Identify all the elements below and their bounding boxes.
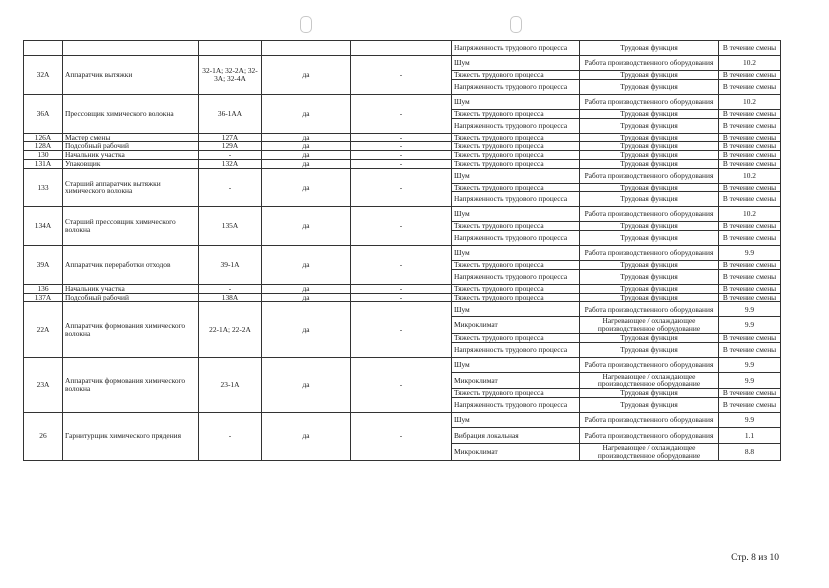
hazard-factor: Тяжесть трудового процесса bbox=[452, 183, 580, 192]
exposure-level: 9.9 bbox=[719, 413, 781, 428]
hazard-factor: Тяжесть трудового процесса bbox=[452, 284, 580, 293]
applicable-flag: да bbox=[262, 133, 351, 142]
hazard-source: Трудовая функция bbox=[580, 293, 719, 302]
empty-marker bbox=[351, 41, 452, 56]
applicable-flag: да bbox=[262, 284, 351, 293]
applicable-flag: да bbox=[262, 151, 351, 160]
exposure-level: В течение смены bbox=[719, 142, 781, 151]
exposure-level: В течение смены bbox=[719, 261, 781, 270]
exposure-level: В течение смены bbox=[719, 293, 781, 302]
hazard-factor: Шум bbox=[452, 246, 580, 261]
hazard-factor: Микроклимат bbox=[452, 372, 580, 389]
exposure-level: В течение смены bbox=[719, 151, 781, 160]
profession-name: Подсобный рабочий bbox=[63, 293, 199, 302]
table-row bbox=[24, 357, 781, 372]
hazard-factor: Шум bbox=[452, 94, 580, 109]
empty-marker: - bbox=[351, 293, 452, 302]
exposure-level: 9.9 bbox=[719, 302, 781, 317]
hazard-factor: Тяжесть трудового процесса bbox=[452, 333, 580, 342]
hazard-source: Работа производственного оборудования bbox=[580, 207, 719, 222]
empty-marker: - bbox=[351, 142, 452, 151]
hazard-table bbox=[23, 40, 781, 461]
profession-name: Начальник участка bbox=[63, 151, 199, 160]
exposure-level: В течение смены bbox=[719, 118, 781, 133]
exposure-level: В течение смены bbox=[719, 192, 781, 207]
workplace-code: 32А bbox=[24, 56, 63, 95]
applicable-flag: да bbox=[262, 293, 351, 302]
empty-marker: - bbox=[351, 168, 452, 207]
exposure-level: 10.2 bbox=[719, 168, 781, 183]
table-row bbox=[24, 413, 781, 428]
profession-name: Старший прессовщик химического волокна bbox=[63, 207, 199, 246]
hazard-factor: Микроклимат bbox=[452, 444, 580, 461]
analog-codes: - bbox=[199, 151, 262, 160]
exposure-level: В течение смены bbox=[719, 333, 781, 342]
applicable-flag: да bbox=[262, 207, 351, 246]
hazard-factor: Тяжесть трудового процесса bbox=[452, 261, 580, 270]
applicable-flag: да bbox=[262, 168, 351, 207]
hazard-source: Трудовая функция bbox=[580, 151, 719, 160]
hazard-source: Трудовая функция bbox=[580, 71, 719, 80]
workplace-code: 126А bbox=[24, 133, 63, 142]
table-row bbox=[24, 284, 781, 293]
applicable-flag: да bbox=[262, 159, 351, 168]
hazard-source: Работа производственного оборудования bbox=[580, 168, 719, 183]
exposure-level: 1.1 bbox=[719, 428, 781, 444]
exposure-level: В течение смены bbox=[719, 159, 781, 168]
workplace-code: 36А bbox=[24, 94, 63, 133]
exposure-level: В течение смены bbox=[719, 41, 781, 56]
hazard-source: Трудовая функция bbox=[580, 342, 719, 357]
analog-codes: 127А bbox=[199, 133, 262, 142]
profession-name bbox=[63, 41, 199, 56]
analog-codes bbox=[199, 41, 262, 56]
hazard-factor: Напряженность трудового процесса bbox=[452, 342, 580, 357]
hazard-factor: Напряженность трудового процесса bbox=[452, 398, 580, 413]
empty-marker: - bbox=[351, 302, 452, 357]
hazard-factor: Напряженность трудового процесса bbox=[452, 192, 580, 207]
analog-codes: - bbox=[199, 413, 262, 461]
hazard-source: Работа производственного оборудования bbox=[580, 413, 719, 428]
profession-name: Подсобный рабочий bbox=[63, 142, 199, 151]
hazard-source: Работа производственного оборудования bbox=[580, 302, 719, 317]
empty-marker: - bbox=[351, 207, 452, 246]
applicable-flag: да bbox=[262, 302, 351, 357]
hazard-factor: Напряженность трудового процесса bbox=[452, 231, 580, 246]
workplace-code: 133 bbox=[24, 168, 63, 207]
hazard-source: Трудовая функция bbox=[580, 109, 719, 118]
workplace-code bbox=[24, 41, 63, 56]
exposure-level: В течение смены bbox=[719, 133, 781, 142]
exposure-level: В течение смены bbox=[719, 222, 781, 231]
exposure-level: В течение смены bbox=[719, 231, 781, 246]
analog-codes: 135А bbox=[199, 207, 262, 246]
exposure-level: 9.9 bbox=[719, 246, 781, 261]
exposure-level: В течение смены bbox=[719, 79, 781, 94]
analog-codes: 23-1А bbox=[199, 357, 262, 412]
exposure-level: В течение смены bbox=[719, 269, 781, 284]
analog-codes: - bbox=[199, 284, 262, 293]
table-row bbox=[24, 151, 781, 160]
exposure-level: 9.9 bbox=[719, 372, 781, 389]
page-number: Стр. 8 из 10 bbox=[731, 553, 779, 563]
hazard-factor: Тяжесть трудового процесса bbox=[452, 151, 580, 160]
applicable-flag: да bbox=[262, 94, 351, 133]
hazard-factor: Напряженность трудового процесса bbox=[452, 269, 580, 284]
applicable-flag: да bbox=[262, 142, 351, 151]
workplace-code: 136 bbox=[24, 284, 63, 293]
punch-hole-right bbox=[510, 16, 522, 33]
hazard-source: Трудовая функция bbox=[580, 222, 719, 231]
exposure-level: 9.9 bbox=[719, 317, 781, 334]
analog-codes: - bbox=[199, 168, 262, 207]
analog-codes: 129А bbox=[199, 142, 262, 151]
empty-marker: - bbox=[351, 357, 452, 412]
profession-name: Старший аппаратчик вытяжки химического волокна bbox=[63, 168, 199, 207]
hazard-source: Трудовая функция bbox=[580, 231, 719, 246]
hazard-source: Работа производственного оборудования bbox=[580, 56, 719, 71]
hazard-source: Трудовая функция bbox=[580, 269, 719, 284]
table-row bbox=[24, 56, 781, 71]
exposure-level: В течение смены bbox=[719, 398, 781, 413]
hazard-source: Нагревающее / охлаждающее производственное оборудование bbox=[580, 444, 719, 461]
applicable-flag: да bbox=[262, 413, 351, 461]
table-row bbox=[24, 168, 781, 183]
analog-codes: 36-1АА bbox=[199, 94, 262, 133]
workplace-code: 39А bbox=[24, 246, 63, 285]
hazard-factor: Шум bbox=[452, 168, 580, 183]
punch-hole-left bbox=[300, 16, 312, 33]
hazard-factor: Шум bbox=[452, 357, 580, 372]
workplace-code: 22А bbox=[24, 302, 63, 357]
hazard-factor: Тяжесть трудового процесса bbox=[452, 142, 580, 151]
hazard-factor: Тяжесть трудового процесса bbox=[452, 293, 580, 302]
empty-marker: - bbox=[351, 284, 452, 293]
workplace-code: 130 bbox=[24, 151, 63, 160]
profession-name: Начальник участка bbox=[63, 284, 199, 293]
hazard-factor: Микроклимат bbox=[452, 317, 580, 334]
hazard-factor: Шум bbox=[452, 413, 580, 428]
table-row bbox=[24, 246, 781, 261]
exposure-level: 10.2 bbox=[719, 94, 781, 109]
hazard-factor: Напряженность трудового процесса bbox=[452, 118, 580, 133]
applicable-flag bbox=[262, 41, 351, 56]
hazard-factor: Напряженность трудового процесса bbox=[452, 41, 580, 56]
hazard-factor: Тяжесть трудового процесса bbox=[452, 389, 580, 398]
workplace-code: 128А bbox=[24, 142, 63, 151]
hazard-source: Нагревающее / охлаждающее производственное оборудование bbox=[580, 317, 719, 334]
profession-name: Аппаратчик формования химического волокна bbox=[63, 302, 199, 357]
exposure-level: 8.8 bbox=[719, 444, 781, 461]
hazard-factor: Шум bbox=[452, 302, 580, 317]
profession-name: Аппаратчик формования химического волокна bbox=[63, 357, 199, 412]
hazard-source: Трудовая функция bbox=[580, 261, 719, 270]
workplace-code: 134А bbox=[24, 207, 63, 246]
table-row bbox=[24, 133, 781, 142]
analog-codes: 39-1А bbox=[199, 246, 262, 285]
table-row bbox=[24, 94, 781, 109]
hazard-factor: Тяжесть трудового процесса bbox=[452, 71, 580, 80]
exposure-level: В течение смены bbox=[719, 71, 781, 80]
hazard-source: Работа производственного оборудования bbox=[580, 94, 719, 109]
analog-codes: 132А bbox=[199, 159, 262, 168]
hazard-factor: Вибрация локальная bbox=[452, 428, 580, 444]
applicable-flag: да bbox=[262, 357, 351, 412]
hazard-source: Работа производственного оборудования bbox=[580, 246, 719, 261]
table-row bbox=[24, 41, 781, 56]
workplace-code: 131А bbox=[24, 159, 63, 168]
exposure-level: В течение смены bbox=[719, 109, 781, 118]
table-row bbox=[24, 293, 781, 302]
hazard-source: Трудовая функция bbox=[580, 192, 719, 207]
exposure-level: В течение смены bbox=[719, 183, 781, 192]
hazard-source: Работа производственного оборудования bbox=[580, 357, 719, 372]
applicable-flag: да bbox=[262, 246, 351, 285]
workplace-code: 23А bbox=[24, 357, 63, 412]
hazard-source: Трудовая функция bbox=[580, 41, 719, 56]
workplace-code: 137А bbox=[24, 293, 63, 302]
analog-codes: 32-1А; 32-2А; 32-3А; 32-4А bbox=[199, 56, 262, 95]
table-row bbox=[24, 207, 781, 222]
profession-name: Упаковщик bbox=[63, 159, 199, 168]
hazard-factor: Шум bbox=[452, 207, 580, 222]
exposure-level: 10.2 bbox=[719, 207, 781, 222]
hazard-source: Трудовая функция bbox=[580, 118, 719, 133]
applicable-flag: да bbox=[262, 56, 351, 95]
empty-marker: - bbox=[351, 159, 452, 168]
profession-name: Гарнитурщик химического прядения bbox=[63, 413, 199, 461]
empty-marker: - bbox=[351, 151, 452, 160]
hazard-source: Трудовая функция bbox=[580, 333, 719, 342]
table-row bbox=[24, 159, 781, 168]
hazard-source: Трудовая функция bbox=[580, 389, 719, 398]
exposure-level: В течение смены bbox=[719, 342, 781, 357]
exposure-level: 10.2 bbox=[719, 56, 781, 71]
hazard-factor: Напряженность трудового процесса bbox=[452, 79, 580, 94]
empty-marker: - bbox=[351, 133, 452, 142]
analog-codes: 138А bbox=[199, 293, 262, 302]
hazard-factor: Тяжесть трудового процесса bbox=[452, 133, 580, 142]
hazard-source: Нагревающее / охлаждающее производственное оборудование bbox=[580, 372, 719, 389]
hazard-source: Трудовая функция bbox=[580, 133, 719, 142]
hazard-factor: Тяжесть трудового процесса bbox=[452, 222, 580, 231]
hazard-source: Трудовая функция bbox=[580, 183, 719, 192]
hazard-factor: Тяжесть трудового процесса bbox=[452, 109, 580, 118]
profession-name: Аппаратчик переработки отходов bbox=[63, 246, 199, 285]
hazard-source: Работа производственного оборудования bbox=[580, 428, 719, 444]
exposure-level: В течение смены bbox=[719, 284, 781, 293]
exposure-level: 9.9 bbox=[719, 357, 781, 372]
hazard-source: Трудовая функция bbox=[580, 284, 719, 293]
analog-codes: 22-1А; 22-2А bbox=[199, 302, 262, 357]
empty-marker: - bbox=[351, 246, 452, 285]
empty-marker: - bbox=[351, 413, 452, 461]
workplace-code: 26 bbox=[24, 413, 63, 461]
profession-name: Аппаратчик вытяжки bbox=[63, 56, 199, 95]
profession-name: Мастер смены bbox=[63, 133, 199, 142]
hazard-factor: Тяжесть трудового процесса bbox=[452, 159, 580, 168]
hazard-factor: Шум bbox=[452, 56, 580, 71]
table-row bbox=[24, 142, 781, 151]
exposure-level: В течение смены bbox=[719, 389, 781, 398]
hazard-source: Трудовая функция bbox=[580, 142, 719, 151]
empty-marker: - bbox=[351, 56, 452, 95]
hazard-source: Трудовая функция bbox=[580, 79, 719, 94]
profession-name: Прессовщик химического волокна bbox=[63, 94, 199, 133]
hazard-source: Трудовая функция bbox=[580, 159, 719, 168]
empty-marker: - bbox=[351, 94, 452, 133]
hazard-source: Трудовая функция bbox=[580, 398, 719, 413]
table-row bbox=[24, 302, 781, 317]
